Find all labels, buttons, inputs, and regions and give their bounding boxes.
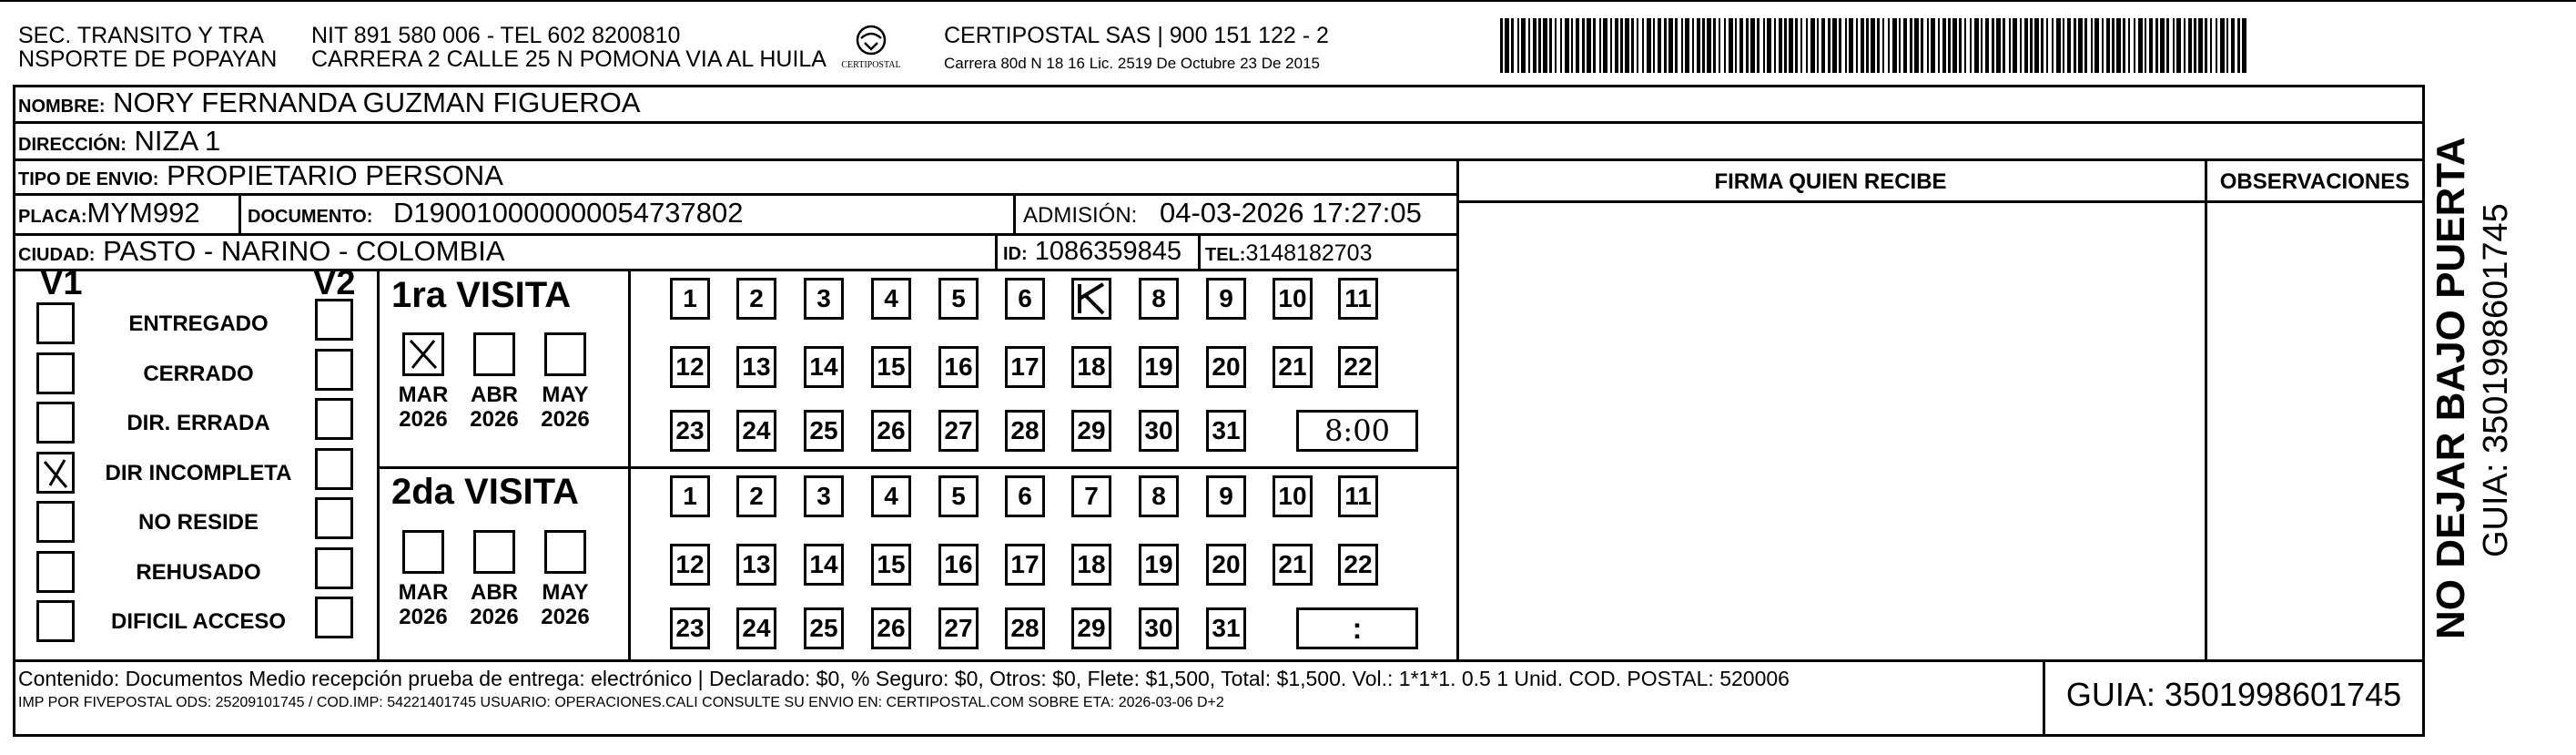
day-box[interactable]: 31 — [1206, 607, 1246, 649]
month-checkbox[interactable] — [473, 332, 515, 376]
v2-checkbox[interactable] — [315, 597, 353, 638]
barcode-bar — [2106, 18, 2110, 73]
day-box[interactable]: 11 — [1338, 278, 1378, 320]
barcode-bar — [1952, 18, 1957, 73]
barcode-bar — [1521, 18, 1526, 73]
barcode-bar — [1533, 18, 1536, 73]
day-box[interactable]: 9 — [1206, 278, 1246, 320]
recipient-name: NORY FERNANDA GUZMAN FIGUEROA — [113, 87, 641, 118]
barcode-bar — [1642, 18, 1644, 73]
barcode-bar — [1735, 18, 1737, 73]
barcode-bar — [1910, 18, 1912, 73]
barcode-bar — [2226, 18, 2228, 73]
signature-area[interactable] — [1458, 203, 2203, 658]
check-mark-icon — [1074, 281, 1109, 317]
v2-checkbox[interactable] — [315, 299, 353, 341]
day-box[interactable]: 30 — [1139, 607, 1179, 649]
barcode-bar — [1948, 18, 1951, 73]
barcode-bar — [1795, 18, 1798, 73]
day-box[interactable]: 20 — [1206, 346, 1246, 388]
day-box[interactable]: 27 — [938, 607, 979, 649]
barcode-bar — [1779, 18, 1782, 73]
day-box[interactable]: 12 — [670, 346, 710, 388]
svg-text:CERTIPOSTAL: CERTIPOSTAL — [841, 60, 901, 70]
barcode-bar — [1729, 18, 1733, 73]
sender-line1: SEC. TRANSITO Y TRA — [18, 23, 264, 48]
barcode-bar — [2184, 18, 2186, 73]
barcode-bar — [2149, 18, 2153, 73]
barcode-bar — [1750, 18, 1755, 73]
barcode-bar — [1927, 18, 1929, 73]
barcode-bar — [2198, 18, 2203, 73]
day-box[interactable]: 9 — [1206, 475, 1246, 517]
day-box[interactable]: 26 — [871, 410, 911, 452]
day-box[interactable]: 28 — [1005, 607, 1045, 649]
day-box[interactable]: 8 — [1139, 278, 1179, 320]
day-box[interactable]: 16 — [938, 544, 979, 586]
barcode-bar — [1517, 18, 1519, 73]
observations-header: OBSERVACIONES — [2219, 169, 2410, 194]
barcode-bar — [1719, 18, 1720, 73]
barcode-bar — [2205, 18, 2207, 73]
barcode-bar — [1543, 18, 1547, 73]
barcode-bar — [1565, 18, 1569, 73]
barcode-bar — [2123, 18, 2125, 73]
id-value: 1086359845 — [1034, 237, 1182, 266]
barcode-bar — [1702, 18, 1705, 73]
barcode-bar — [2013, 18, 2017, 73]
barcode-bar — [1599, 18, 1601, 73]
barcode-bar — [1500, 18, 1503, 73]
v1-checkbox[interactable] — [36, 402, 75, 444]
side-guide: GUIA: 3501998601745 — [2477, 203, 2515, 557]
day-box[interactable]: 23 — [670, 607, 710, 649]
barcode-bar — [2063, 18, 2064, 73]
barcode-bar — [1974, 18, 1979, 73]
barcode-bar — [1549, 18, 1552, 73]
barcode-bar — [1774, 18, 1776, 73]
barcode-bar — [1658, 18, 1661, 73]
barcode-bar — [1931, 18, 1935, 73]
barcode-bar — [1620, 18, 1623, 73]
barcode-bar — [1832, 18, 1837, 73]
barcode-bar — [1625, 18, 1629, 73]
day-box[interactable]: 21 — [1273, 346, 1313, 388]
barcode-bar — [1938, 18, 1940, 73]
barcode-bar — [1817, 18, 1819, 73]
day-box[interactable]: 11 — [1338, 475, 1378, 517]
year-label: 2026 — [470, 407, 519, 432]
month-checkbox[interactable] — [402, 530, 444, 574]
barcode-bar — [1697, 18, 1700, 73]
day-box[interactable]: 5 — [938, 475, 979, 517]
v2-checkbox[interactable] — [315, 497, 353, 539]
month-label: ABR — [471, 580, 518, 605]
barcode-bar — [2166, 18, 2169, 73]
status-label: NO RESIDE — [137, 510, 259, 535]
day-box[interactable]: 13 — [736, 544, 776, 586]
day-box[interactable]: 31 — [1206, 410, 1246, 452]
second-visit-title: 2da VISITA — [391, 472, 579, 512]
v1-checkbox[interactable] — [36, 501, 75, 543]
barcode-bar — [2112, 18, 2115, 73]
barcode-bar — [1861, 18, 1864, 73]
day-box[interactable]: 14 — [804, 346, 844, 388]
barcode-bar — [1763, 18, 1765, 73]
barcode-bar — [1560, 18, 1562, 73]
day-box[interactable]: 24 — [736, 410, 776, 452]
day-box[interactable]: 17 — [1005, 544, 1045, 586]
shipment-type: PROPIETARIO PERSONA — [167, 159, 503, 191]
barcode-bar — [2145, 18, 2146, 73]
day-box[interactable]: 28 — [1005, 410, 1045, 452]
status-label: REHUSADO — [136, 559, 261, 585]
year-label: 2026 — [541, 407, 590, 432]
barcode-bar — [1871, 18, 1875, 73]
barcode-bar — [1582, 18, 1585, 73]
barcode-bar — [1587, 18, 1591, 73]
barcode-bar — [2003, 18, 2005, 73]
barcode-bar — [1681, 18, 1683, 73]
barcode-bar — [2030, 18, 2033, 73]
signature-header: FIRMA QUIEN RECIBE — [1714, 169, 1947, 194]
v1-checkbox[interactable] — [36, 352, 75, 394]
barcode-bar — [2052, 18, 2054, 73]
barcode-bar — [2128, 18, 2130, 73]
barcode-bar — [1675, 18, 1678, 73]
barcode-bar — [2242, 18, 2246, 73]
day-box[interactable]: 16 — [938, 346, 979, 388]
day-box[interactable]: 13 — [736, 346, 776, 388]
v1-checkbox[interactable] — [36, 452, 75, 494]
barcode-bar — [1784, 18, 1787, 73]
document-cell: DOCUMENTO: D190010000000054737802 — [248, 197, 744, 229]
barcode-bar — [1685, 18, 1689, 73]
barcode-bar — [1767, 18, 1771, 73]
month-label: MAY — [542, 383, 589, 407]
barcode-bar — [2220, 18, 2225, 73]
barcode-bar — [1828, 18, 1831, 73]
day-box[interactable]: 2 — [736, 278, 776, 320]
month-label: MAR — [398, 383, 449, 407]
tel-value: 3148182703 — [1245, 240, 1373, 266]
month-checkbox[interactable] — [473, 530, 515, 574]
city-cell: CIUDAD: PASTO - NARINO - COLOMBIA — [18, 235, 505, 267]
barcode-bar — [1571, 18, 1573, 73]
day-box[interactable]: 14 — [804, 544, 844, 586]
barcode-bar — [2210, 18, 2212, 73]
barcode-bar — [1806, 18, 1808, 73]
day-box[interactable]: 17 — [1005, 346, 1045, 388]
day-box[interactable]: 6 — [1005, 475, 1045, 517]
barcode-bar — [1903, 18, 1907, 73]
barcode-bar — [1593, 18, 1596, 73]
v2-checkbox[interactable] — [315, 448, 353, 490]
barcode-bar — [2176, 18, 2181, 73]
admission-value: 04-03-2026 17:27:05 — [1159, 197, 1422, 229]
company-line1: CERTIPOSTAL SAS | 900 151 122 - 2 — [944, 23, 1329, 48]
day-box[interactable]: 25 — [804, 410, 844, 452]
barcode-bar — [1892, 18, 1897, 73]
barcode-bar — [1511, 18, 1514, 73]
barcode-bar — [1839, 18, 1841, 73]
day-box[interactable]: 10 — [1273, 475, 1313, 517]
barcode-bar — [2173, 18, 2175, 73]
barcode-bar — [2091, 18, 2093, 73]
barcode-bar — [1856, 18, 1858, 73]
day-box[interactable]: 24 — [736, 607, 776, 649]
barcode-bar — [1724, 18, 1726, 73]
status-label: DIR. ERRADA — [127, 411, 270, 435]
day-box[interactable]: 25 — [804, 607, 844, 649]
v2-checkbox[interactable] — [315, 547, 353, 589]
check-mark-icon — [39, 454, 72, 491]
v2-header: V2 — [313, 264, 356, 302]
nit-line1: NIT 891 580 006 - TEL 602 8200810 — [311, 23, 681, 48]
barcode-bar — [1555, 18, 1557, 73]
v1-checkbox[interactable] — [36, 600, 75, 642]
barcode-bar — [1739, 18, 1743, 73]
barcode-bar — [1757, 18, 1760, 73]
no-under-door-warning: NO DEJAR BAJO PUERTA — [2429, 137, 2473, 639]
day-box[interactable]: 1 — [670, 475, 710, 517]
day-box[interactable]: 27 — [938, 410, 979, 452]
day-box[interactable]: 12 — [670, 544, 710, 586]
barcode-bar — [1970, 18, 1972, 73]
year-label: 2026 — [470, 605, 519, 629]
day-box[interactable]: 21 — [1273, 544, 1313, 586]
day-box[interactable]: 23 — [670, 410, 710, 452]
company-line2: Carrera 80d N 18 16 Lic. 2519 De Octubre 23 De 2015 — [944, 55, 1320, 72]
document-value: D190010000000054737802 — [393, 197, 744, 229]
barcode-bar — [2034, 18, 2039, 73]
footer-guide: GUIA: 3501998601745 — [2065, 676, 2402, 713]
year-label: 2026 — [399, 605, 448, 629]
day-box[interactable]: 4 — [871, 278, 911, 320]
day-box[interactable]: 29 — [1071, 410, 1111, 452]
time-box[interactable]: : — [1296, 607, 1418, 649]
nit-line2: CARRERA 2 CALLE 25 N POMONA VIA AL HUILA — [311, 46, 827, 72]
month-label: ABR — [471, 383, 518, 407]
barcode-bar — [1992, 18, 1994, 73]
city-value: PASTO - NARINO - COLOMBIA — [103, 235, 505, 267]
barcode-bar — [2074, 18, 2076, 73]
barcode-bar — [1615, 18, 1618, 73]
barcode-bar — [2094, 18, 2099, 73]
day-box[interactable]: 22 — [1338, 346, 1378, 388]
barcode-bar — [1528, 18, 1530, 73]
month-label: MAY — [542, 580, 589, 605]
month-label: MAR — [398, 580, 449, 605]
v1-checkbox[interactable] — [36, 551, 75, 593]
status-label: CERRADO — [143, 361, 254, 386]
day-box[interactable]: 19 — [1139, 346, 1179, 388]
day-box[interactable]: 30 — [1139, 410, 1179, 452]
barcode-bar — [1866, 18, 1869, 73]
barcode-bar — [1664, 18, 1667, 73]
contents-line: Contenido: Documentos Medio recepción prueba de entrega: electrónico | Declarado: $0, % Seguro: $0, Otros: $0, Flete: $1,500, Total: $1,500. Vol.: 1*1*1. 0.5 1 Unid. COD. POSTAL: 520006 — [18, 667, 1790, 690]
month-checkbox[interactable] — [544, 530, 586, 574]
first-visit-title: 1ra VISITA — [391, 275, 572, 315]
barcode-bar — [2084, 18, 2087, 73]
barcode-bar — [1810, 18, 1815, 73]
year-label: 2026 — [399, 407, 448, 432]
barcode-bar — [2116, 18, 2121, 73]
recipient-address: NIZA 1 — [134, 125, 221, 157]
barcode-bar — [2194, 18, 2196, 73]
barcode-bar — [1505, 18, 1509, 73]
tel-cell: TEL:3148182703 — [1205, 240, 1373, 266]
day-box[interactable]: 20 — [1206, 544, 1246, 586]
day-box[interactable]: 22 — [1338, 544, 1378, 586]
barcode-bar — [1789, 18, 1793, 73]
barcode-bar — [1882, 18, 1884, 73]
barcode-bar — [1877, 18, 1880, 73]
barcode-bar — [1538, 18, 1541, 73]
observations-area[interactable] — [2206, 203, 2423, 658]
day-box[interactable]: 26 — [871, 607, 911, 649]
day-box[interactable]: 18 — [1071, 544, 1111, 586]
day-box[interactable]: 15 — [871, 346, 911, 388]
barcode-bar — [1576, 18, 1579, 73]
barcode-bar — [2078, 18, 2083, 73]
top-rule — [0, 0, 2576, 2]
day-box[interactable]: 19 — [1139, 544, 1179, 586]
year-label: 2026 — [541, 605, 590, 629]
barcode-bar — [2160, 18, 2165, 73]
barcode-bar — [2138, 18, 2143, 73]
day-box[interactable]: 3 — [804, 278, 844, 320]
day-box[interactable]: 1 — [670, 278, 710, 320]
day-box[interactable]: 5 — [938, 278, 979, 320]
barcode-bar — [2024, 18, 2028, 73]
month-checkbox[interactable] — [402, 332, 444, 376]
barcode-bar — [1746, 18, 1749, 73]
barcode-bar — [1845, 18, 1847, 73]
month-checkbox[interactable] — [544, 332, 586, 376]
barcode-bar — [2231, 18, 2235, 73]
day-box[interactable]: 8 — [1139, 475, 1179, 517]
day-box[interactable]: 4 — [871, 475, 911, 517]
barcode-bar — [1849, 18, 1853, 73]
barcode-bar — [1921, 18, 1923, 73]
barcode-bar — [2041, 18, 2044, 73]
barcode-bar — [1653, 18, 1655, 73]
barcode-bar — [1668, 18, 1673, 73]
barcode-bar — [1610, 18, 1612, 73]
type-row: TIPO DE ENVIO: PROPIETARIO PERSONA — [18, 159, 503, 191]
barcode-bar — [1603, 18, 1607, 73]
day-box[interactable]: 10 — [1273, 278, 1313, 320]
barcode-bar — [1899, 18, 1901, 73]
barcode-bar — [1647, 18, 1651, 73]
certipostal-logo — [830, 22, 912, 77]
day-box[interactable]: 7 — [1071, 475, 1111, 517]
plate-value: MYM992 — [86, 197, 200, 229]
barcode-bar — [1888, 18, 1890, 73]
barcode-bar — [2009, 18, 2011, 73]
barcode-bar — [1800, 18, 1802, 73]
print-info-line: IMP POR FIVEPOSTAL ODS: 25209101745 / COD.IMP: 54221401745 USUARIO: OPERACIONES.CALI CONSULTE SU ENVIO EN: CERTIPOSTAL.COM SOBRE ETA: 2026-03-06 D+2 — [18, 695, 1224, 710]
admission-cell: ADMISIÓN: 04-03-2026 17:27:05 — [1023, 197, 1422, 229]
barcode-bar — [1942, 18, 1946, 73]
address-row: DIRECCIÓN: NIZA 1 — [18, 125, 221, 157]
barcode-bar — [1713, 18, 1716, 73]
check-mark-icon — [405, 335, 441, 373]
barcode-bar — [1637, 18, 1638, 73]
plate-cell: PLACA:MYM992 — [18, 197, 200, 229]
status-label: ENTREGADO — [128, 311, 269, 336]
barcode-bar — [1821, 18, 1825, 73]
sender-line2: NSPORTE DE POPAYAN — [18, 46, 278, 72]
barcode-bar — [1959, 18, 1962, 73]
barcode-bar — [2237, 18, 2240, 73]
day-box[interactable]: 15 — [871, 544, 911, 586]
name-row: NOMBRE: NORY FERNANDA GUZMAN FIGUEROA — [18, 87, 641, 118]
day-box[interactable]: 6 — [1005, 278, 1045, 320]
barcode-bar — [1996, 18, 2001, 73]
barcode-bar — [2102, 18, 2104, 73]
barcode-bar — [1692, 18, 1694, 73]
v2-checkbox[interactable] — [315, 398, 353, 440]
day-box[interactable]: 3 — [804, 475, 844, 517]
barcode-bar — [2134, 18, 2135, 73]
barcode-bar — [2056, 18, 2061, 73]
barcode-bar — [2020, 18, 2022, 73]
day-box[interactable]: 2 — [736, 475, 776, 517]
barcode — [1500, 18, 2246, 73]
barcode-bar — [2216, 18, 2217, 73]
v2-checkbox[interactable] — [315, 349, 353, 391]
status-label: DIR INCOMPLETA — [105, 460, 292, 485]
barcode-bar — [2046, 18, 2048, 73]
day-box[interactable]: 18 — [1071, 346, 1111, 388]
v1-header: V1 — [40, 264, 83, 302]
barcode-bar — [2188, 18, 2192, 73]
barcode-bar — [2067, 18, 2071, 73]
status-label: DIFICIL ACCESO — [110, 609, 286, 634]
barcode-bar — [1964, 18, 1966, 73]
barcode-bar — [1707, 18, 1711, 73]
id-cell: ID: 1086359845 — [1003, 237, 1182, 266]
barcode-bar — [1914, 18, 1919, 73]
day-box[interactable]: 29 — [1071, 607, 1111, 649]
v1-checkbox[interactable] — [36, 302, 75, 344]
day-box[interactable] — [1071, 278, 1111, 320]
time-box[interactable]: 8:00 — [1296, 410, 1418, 452]
barcode-bar — [1631, 18, 1634, 73]
barcode-bar — [1985, 18, 1989, 73]
barcode-bar — [2155, 18, 2158, 73]
barcode-bar — [1981, 18, 1983, 73]
